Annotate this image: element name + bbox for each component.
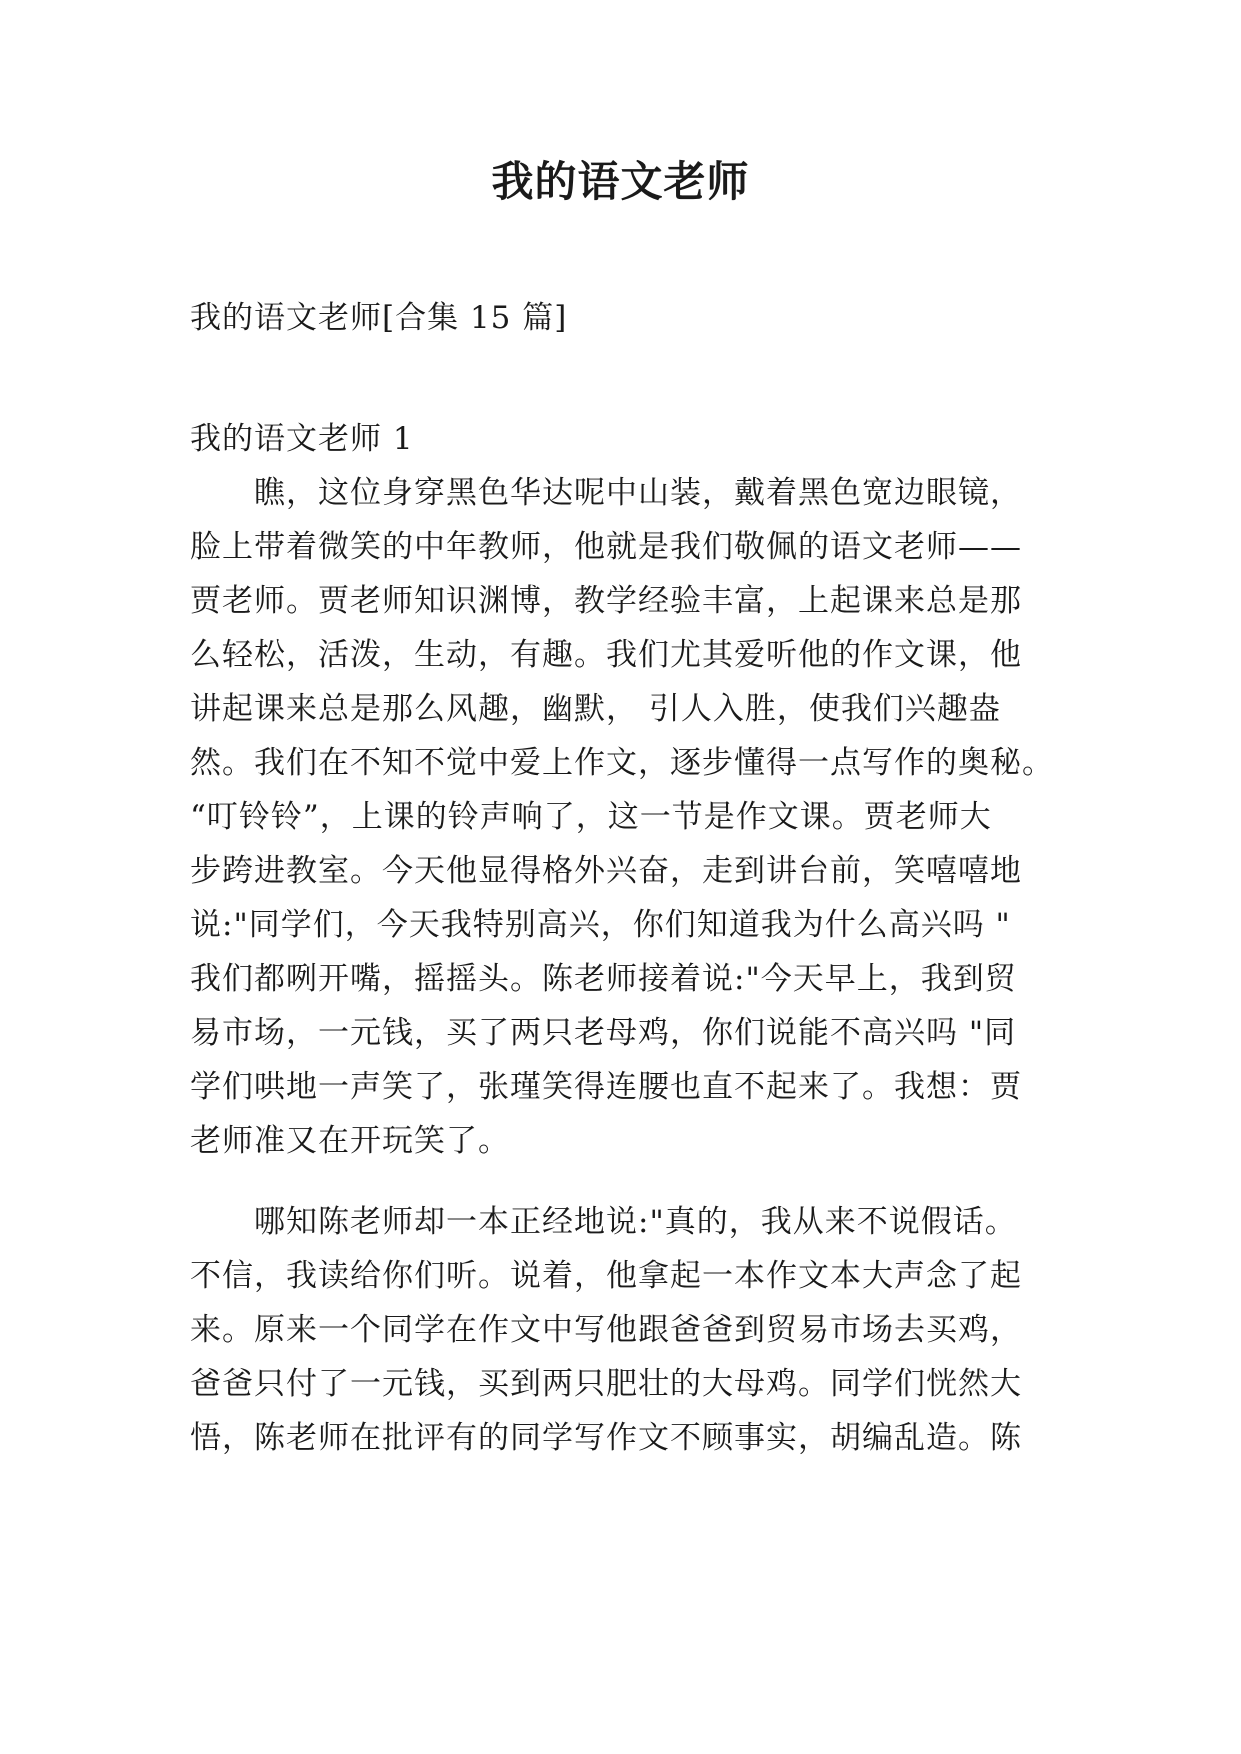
body-line: 老师准又在开玩笑了。	[190, 1123, 510, 1159]
body-line: 然。我们在不知不觉中爱上作文，逐步懂得一点写作的奥秘。	[190, 745, 1054, 781]
body-line: “叮铃铃”，上课的铃声响了，这一节是作文课。贾老师大	[190, 799, 992, 835]
body-line: 哪知陈老师却一本正经地说:"真的，我从来不说假话。	[190, 1204, 1017, 1240]
body-line: 说:"同学们，今天我特别高兴，你们知道我为什么高兴吗 "	[190, 907, 1011, 943]
body-line: 瞧，这位身穿黑色华达呢中山装，戴着黑色宽边眼镜，	[190, 475, 1022, 511]
body-line: 么轻松，活泼，生动，有趣。我们尤其爱听他的作文课，他	[190, 637, 1022, 673]
body-line: 悟，陈老师在批评有的同学写作文不顾事实，胡编乱造。陈	[190, 1420, 1022, 1456]
body-line: 学们哄地一声笑了，张瑾笑得连腰也直不起来了。我想：贾	[190, 1069, 1022, 1105]
body-line: 爸爸只付了一元钱，买到两只肥壮的大母鸡。同学们恍然大	[190, 1366, 1022, 1402]
body-line: 来。原来一个同学在作文中写他跟爸爸到贸易市场去买鸡，	[190, 1312, 1022, 1348]
body-line: 步跨进教室。今天他显得格外兴奋，走到讲台前，笑嘻嘻地	[190, 853, 1022, 889]
body-line: 我们都咧开嘴，摇摇头。陈老师接着说:"今天早上，我到贸	[190, 961, 1017, 997]
body-line: 不信，我读给你们听。说着，他拿起一本作文本大声念了起	[190, 1258, 1022, 1294]
body-line: 贾老师。贾老师知识渊博，教学经验丰富，上起课来总是那	[190, 583, 1022, 619]
document-subtitle: 我的语文老师[合集 15 篇]	[190, 300, 568, 336]
section-heading: 我的语文老师 1	[190, 421, 414, 457]
document-title: 我的语文老师	[491, 157, 750, 206]
body-line: 易市场，一元钱，买了两只老母鸡，你们说能不高兴吗 "同	[190, 1015, 1017, 1051]
body-line: 脸上带着微笑的中年教师，他就是我们敬佩的语文老师——	[190, 529, 1022, 565]
body-line: 讲起课来总是那么风趣，幽默， 引人入胜，使我们兴趣盎	[190, 691, 1001, 727]
